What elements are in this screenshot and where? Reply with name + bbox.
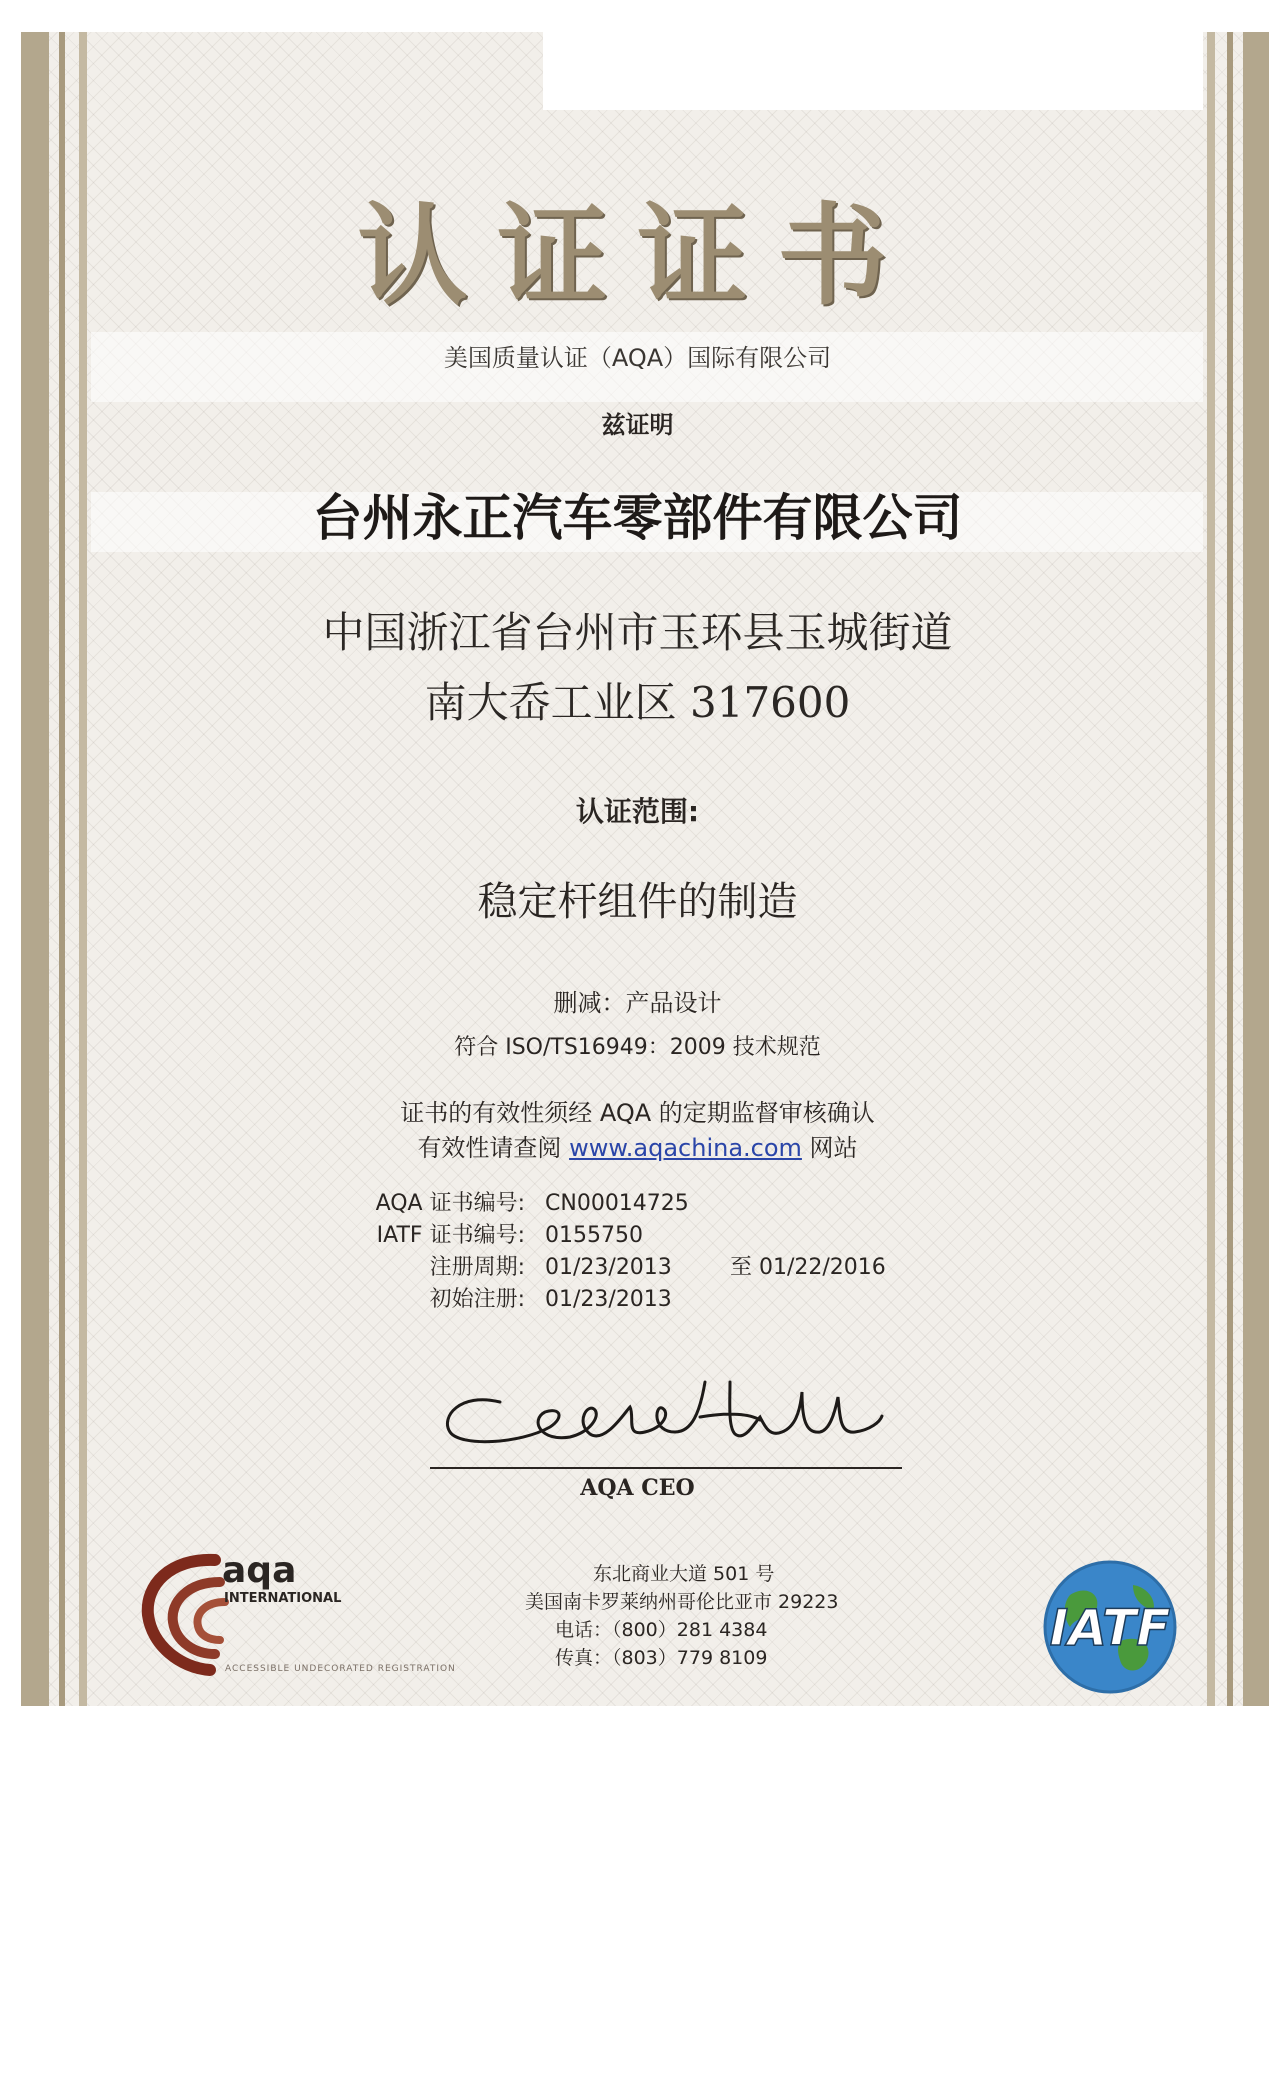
- iatf-number-value: 0155750: [545, 1223, 643, 1248]
- address-line-2: 南大岙工业区 317600: [424, 678, 851, 727]
- detail-row-aqa: [340, 1188, 886, 1220]
- iatf-globe-icon: [1025, 1545, 1195, 1700]
- validity-suffix: 网站: [801, 1134, 858, 1162]
- contact-city: 美国南卡罗莱纳州哥伦比亚市 29223: [525, 1591, 839, 1613]
- validity-line-2: [0, 1128, 1275, 1163]
- hereby-certifies: 兹证明: [601, 411, 674, 439]
- contact-street: 东北商业大道 501 号: [593, 1563, 775, 1585]
- aqa-international-logo: [140, 1540, 370, 1680]
- issuer-name: 美国质量认证（AQA）国际有限公司: [443, 344, 832, 372]
- ceo-signature: [430, 1372, 900, 1467]
- validity-line-1: 证书的有效性须经 AQA 的定期监督审核确认: [400, 1099, 875, 1127]
- detail-row-initial: [340, 1284, 886, 1316]
- initial-label: 初始注册:: [429, 1287, 525, 1312]
- aqa-logo-international: INTERNATIONAL: [224, 1591, 342, 1606]
- aqa-number-label: AQA 证书编号:: [375, 1191, 525, 1216]
- iatf-logo: [1025, 1545, 1195, 1700]
- scope-text: 稳定杆组件的制造: [477, 879, 798, 925]
- contact-phone: 电话：（800）281 4384: [555, 1619, 768, 1641]
- company-name: 台州永正汽车零部件有限公司: [312, 489, 963, 547]
- certificate-title: 认证证书: [357, 191, 918, 320]
- scan-blank-corner: [543, 32, 1203, 110]
- aqachina-link[interactable]: www.aqachina.com: [569, 1134, 802, 1162]
- initial-date: 01/23/2013: [545, 1287, 672, 1312]
- aqa-tagline: ACCESSIBLE UNDECORATED REGISTRATION: [225, 1664, 456, 1674]
- aqa-number-value: CN00014725: [545, 1191, 689, 1216]
- scope-label: 认证范围:: [575, 795, 700, 828]
- certificate-details: [340, 1188, 886, 1316]
- aqa-swirl-icon: [140, 1540, 370, 1680]
- detail-row-iatf: [340, 1220, 886, 1252]
- period-label: 注册周期:: [429, 1255, 525, 1280]
- signature-line: [430, 1467, 902, 1469]
- iatf-number-label: IATF 证书编号:: [376, 1223, 525, 1248]
- iatf-logo-text: IATF: [1049, 1599, 1171, 1657]
- detail-row-period: [340, 1252, 886, 1284]
- exclusion-text: 删减：产品设计: [553, 989, 722, 1017]
- period-end: 至 01/22/2016: [730, 1255, 886, 1280]
- aqa-contact-block: [525, 1560, 838, 1672]
- contact-fax: 传真：（803）779 8109: [555, 1647, 768, 1669]
- address-line-1: 中国浙江省台州市玉环县玉城街道: [322, 608, 953, 657]
- conformance-text: 符合 ISO/TS16949：2009 技术规范: [454, 1035, 821, 1060]
- aqa-logo-word: aqa: [222, 1550, 297, 1591]
- validity-prefix: 有效性请查阅: [417, 1134, 570, 1162]
- period-start: 01/23/2013: [545, 1255, 672, 1280]
- signatory-title: AQA CEO: [580, 1475, 695, 1501]
